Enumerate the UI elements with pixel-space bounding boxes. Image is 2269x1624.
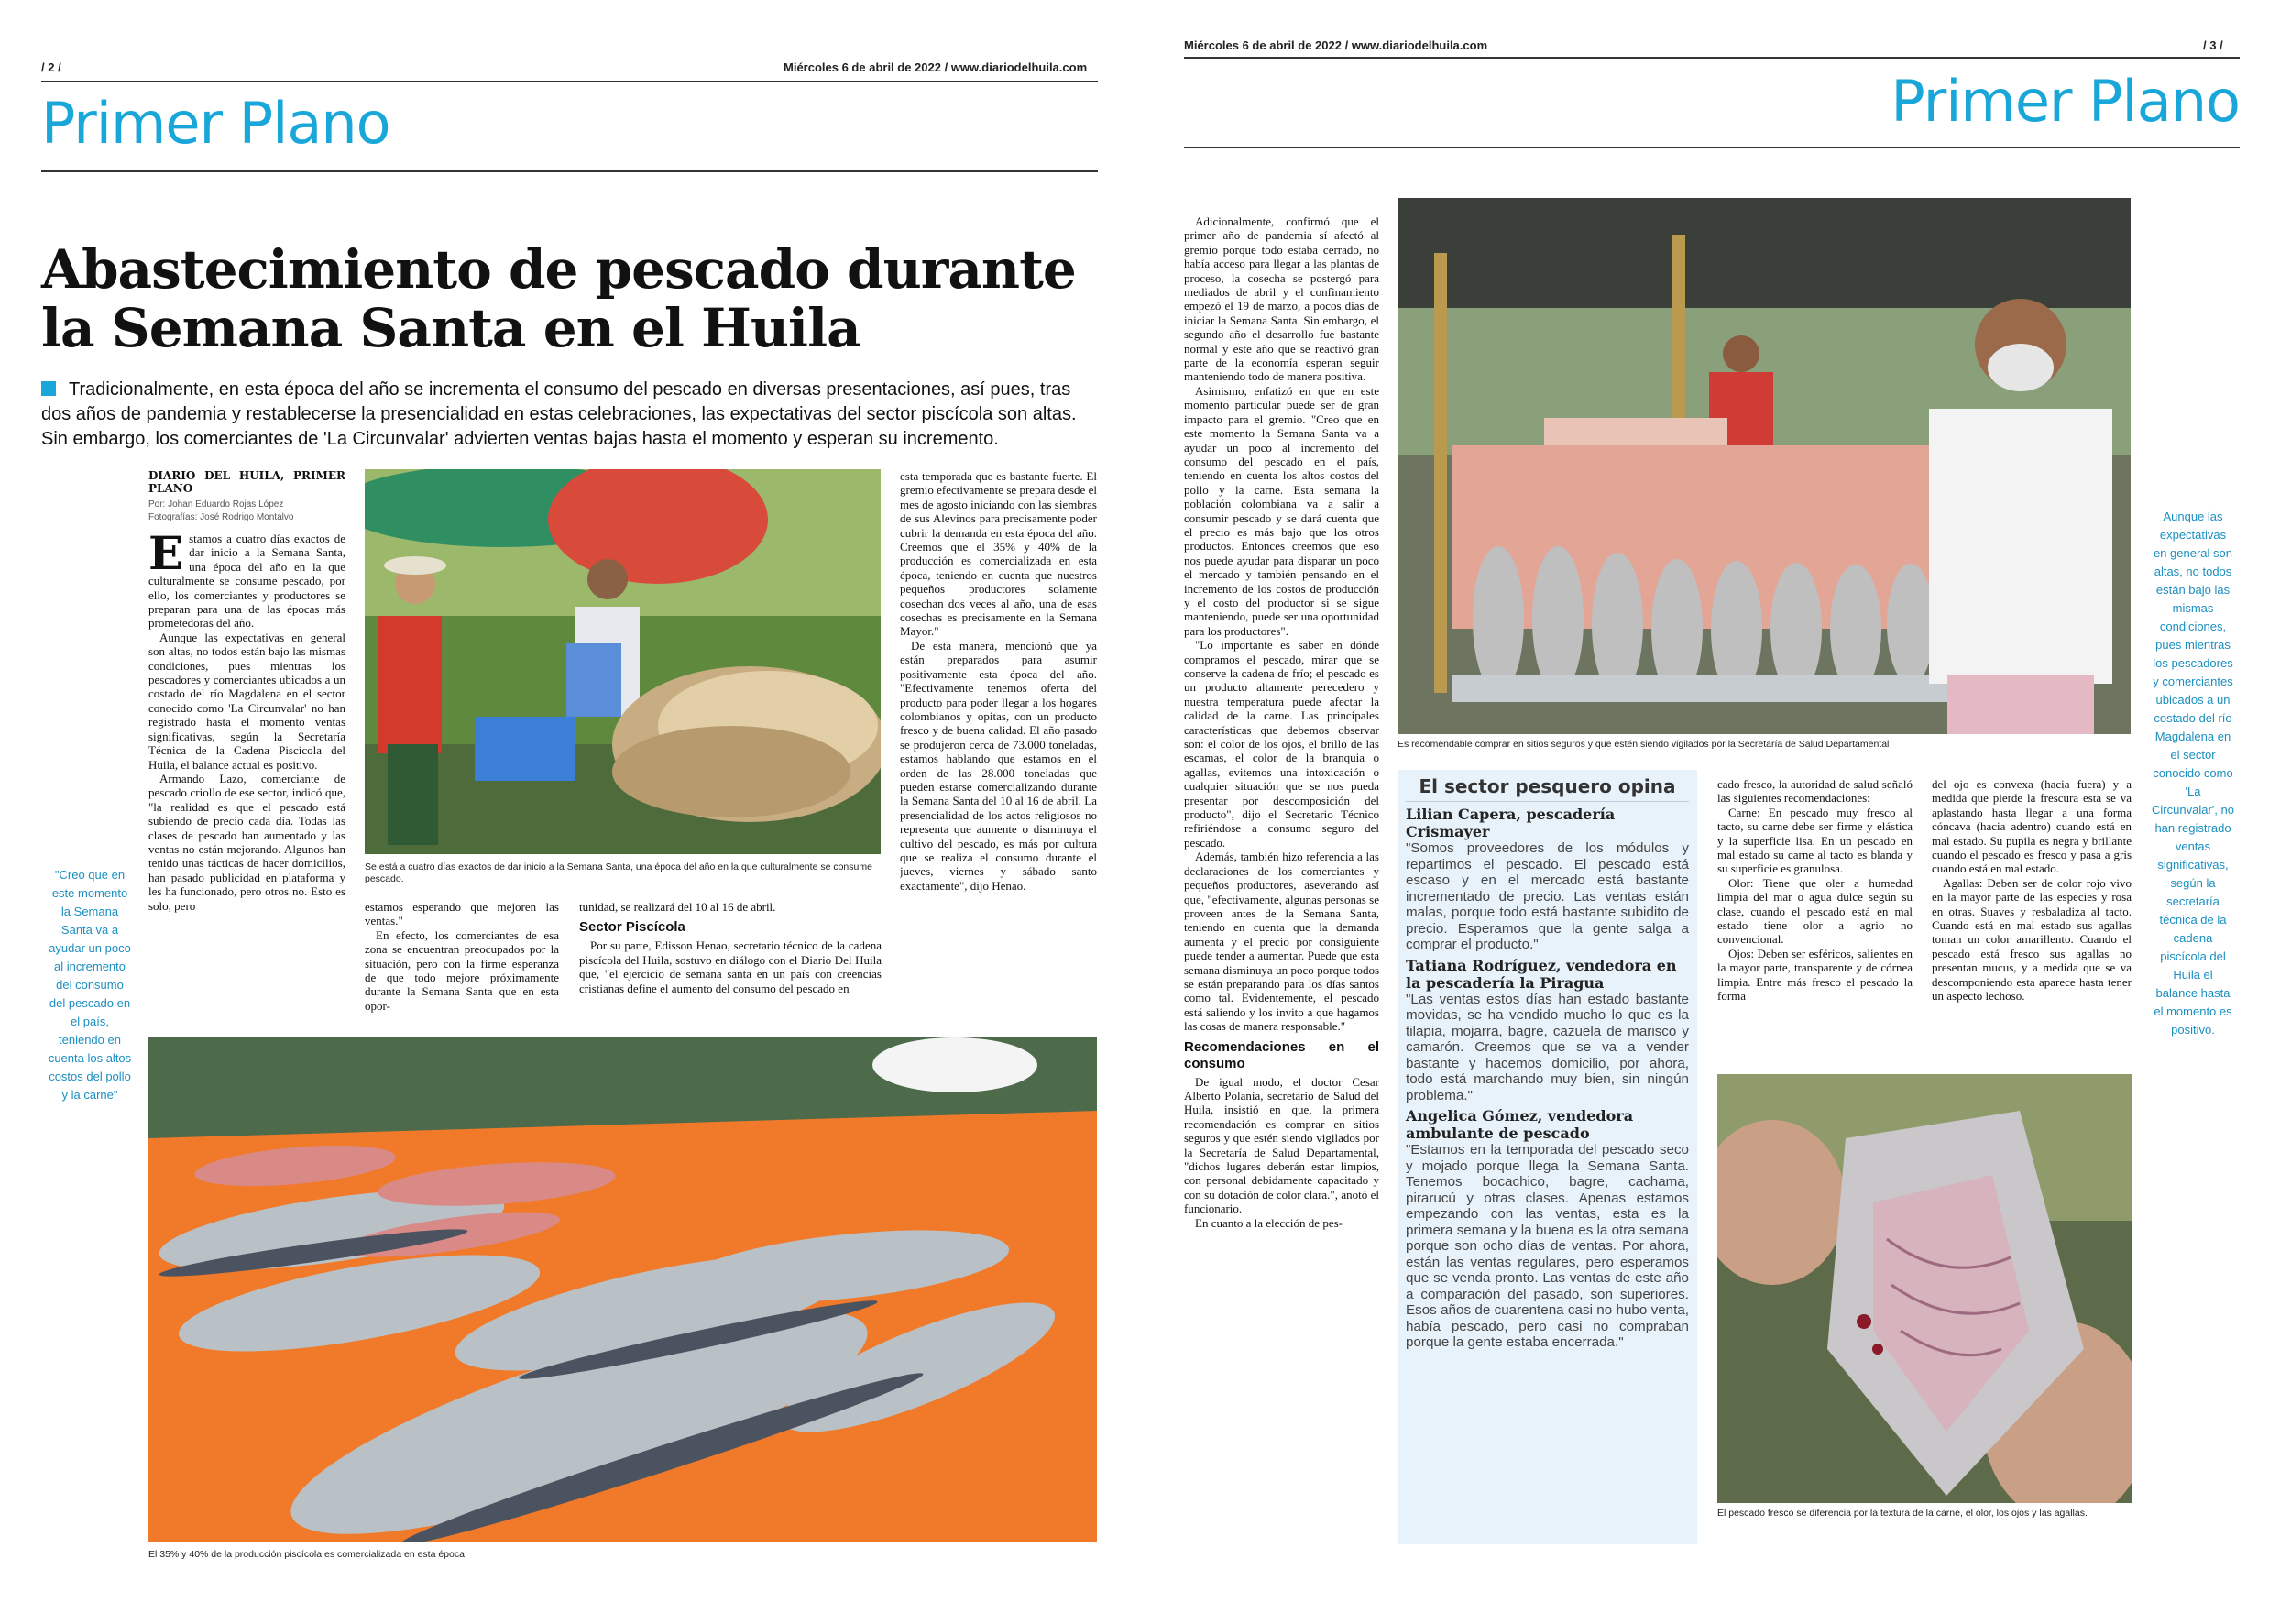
lede — [41, 378, 1095, 452]
lede-text: Tradicionalmente, en esta época del año se incrementa el consumo del pescado en diversas presentaciones, así pues, tras dos años de pandemia y restablecerse la presencialidad en estas celebraciones, las expectativas del sector piscícola son altas. Sin embargo, los comerciantes de 'La Circunvalar' advierten ventas bajas hasta el momento y esperan su incremento. — [41, 379, 1077, 449]
dateline: Miércoles 6 de abril de 2022 / www.diariodelhuila.com — [784, 60, 1088, 74]
photo-caption: El 35% y 40% de la producción piscícola es comercializada en esta época. — [148, 1549, 467, 1560]
paragraph: De igual modo, el doctor Cesar Alberto Polanía, secretario de Salud del Huila, insistió en que, la primera recomendación es comprar en sitios seguros y que estén siendo vigilados por la Secretaría de Salud Departamental, "dichos lugares deberán estar limpios, con personal debidamente capacitado y con su dotación de color clara.", anotó el funcionario. — [1184, 1074, 1379, 1216]
header-rule — [41, 81, 1098, 82]
paragraph: estamos esperando que mejoren las ventas." — [365, 900, 559, 928]
paragraph: del ojo es convexa (hacia fuera) y a medida que pierde la frescura esta se va aplastando hasta llegar a una forma cóncava (hacia adentro) cuando está en mal estado. Su pupila es negra y brillante cuando el pescado es fresco y pasa a gris cuando está en mal estado. — [1932, 777, 2132, 876]
sidebar-title: El sector pesquero opina — [1406, 770, 1689, 802]
opinion-sidebar — [1398, 770, 1697, 1544]
article-column-4 — [1932, 777, 2132, 1070]
paragraph: Asimismo, enfatizó en que en este momento particular puede ser de gran impacto para el gremio. "Creo que en este momento la Semana Santa va a ayudar un poco al incremento del consumo del pescado en el país, teniendo en cuenta los altos costos del pollo y la carne. Esta semana la población colombiana va a salir a consumir pescado y se dará cuenta que el precio es más bajo que los otros productos. Entonces creemos que eso nos puede ayudar para disparar un poco el mercado y también pensando en el incremento de los costos de producción y el costo del productor si se sigue manteniendo, puede ser una oportunidad para los productores". — [1184, 383, 1379, 638]
subhead: Sector Piscícola — [579, 919, 685, 936]
source-quote: "Estamos en la temporada del pescado seco y mojado porque llega la Semana Santa. Tenemos bocachico, bagre, cachama, pirarucú y otras clases. Apenas estamos empezando con las ventas, esta es la primera semana y la buena es la otra semana porque son ocho días de ventas. Por ahora, están las ventas regulares, pero esperamos que se venda pronto. Las ventas de este año a comparación del pasado, son superiores. Esos años de cuarentena casi no hubo venta, había pescado, pero casi no compraban porque la gente estaba encerrada." — [1406, 1142, 1689, 1350]
headline-line-2: la Semana Santa en el Huila — [41, 297, 860, 359]
paragraph: tunidad, se realizará del 10 al 16 de abril. — [579, 900, 776, 914]
pull-quote: Aunque las expectativas en general son altas, no todos están bajo las mismas condiciones, pues mientras los pescadores y comerciantes ubicados a un costado del río Magdalena en el sector conocido como 'La Circunvalar', no han registrado ventas significativas, según la secretaría técnica de la cadena piscícola del Huila el balance hasta el momento es positivo. — [2152, 510, 2234, 1037]
market-vendor-photo — [365, 469, 881, 854]
paragraph: Agallas: Deben ser de color rojo vivo en la mayor parte de las especies y rosa en otras. Suaves y resbaladiza al tacto. Cuando está en mal estado sus agallas toman un color amarillento. Cuando el pescado está fresco sus agallas no presentan mucus, y a medida que se va descomponiendo esta aparece hasta tener un aspecto lechoso. — [1932, 875, 2132, 1004]
article-column-2 — [365, 900, 559, 1024]
paragraph: Ojos: Deben ser esféricos, salientes en la mayor parte, transparente y de córnea limpia. Entre más fresco el pescado la forma — [1717, 946, 1913, 1004]
source-quote: "Las ventas estos días han estado bastante movidas, se ha vendido mucho lo que es la tilapia, mojarra, bagre, cazuela de marisco y camarón. Creemos que se va a vender bastante y hacemos domicilio, por ahora, todo está marchando muy bien, sin ningún problema." — [1406, 991, 1689, 1103]
photo-caption: Es recomendable comprar en sitios seguros y que estén siendo vigilados por la Secretaría de Salud Departamental — [1398, 739, 1890, 750]
paragraph: esta temporada que es bastante fuerte. El gremio efectivamente se prepara desde el mes de agosto iniciando con las siembras de sus Alevinos para precisamente poder cubrir la demanda en esta época del año. Creemos que el 35% y 40% de la producción es comercializada en esta época, teniendo en cuenta que nuestros pequeños productores solamente cosechan dos veces al año, una de esas cosechas es precisamente en la Semana Mayor." — [900, 469, 1097, 639]
paragraph: Además, también hizo referencia a las declaraciones de los comerciantes y pequeños productores, aseverando así que, "efectivamente, algunas personas se proveen antes de la Semana Santa, teniendo en cuenta que la demanda aumenta y el precio por consiguiente puede tender a aumentar. Puede que esta semana disminuya un poco porque todos se están preparando para los días santos como tal. Evidentemente, el pescado está saliendo y los invito a que hagamos las cosas de manera responsable." — [1184, 850, 1379, 1034]
paragraph: Armando Lazo, comerciante de pescado criollo de ese sector, indicó que, "la realidad es que el pescado está subiendo de precio cada día. Todas las clases de pescado han aumentado y las ventas no están mejorando. Algunos han tenido unas tácticas de hacer domicilios, han pasado publicidad en plataforma y les ha funcionado, pero otros no. Esto es solo, pero — [148, 771, 345, 913]
source-name: Lilian Capera, pescadería Crismayer — [1406, 806, 1616, 840]
article-column-3 — [579, 900, 882, 1024]
paragraph: Olor: Tiene que oler a humedad limpia del mar o agua dulce según su clase, cuando el pescado está en mal estado tiene olor a agrio no convencional. — [1717, 875, 1913, 947]
paragraph: Aunque las expectativas en general son altas, no todos están bajo las mismas condiciones, pues mientras los pescadores y comerciantes ubicados a un costado del río Magdalena en el sector conocido como 'La Circunvalar' no han registrado hasta el momento ventas significativas, según la Secretaría Técnica de la Cadena Piscícola del Huila, el balance actual es positivo. — [148, 630, 345, 772]
header-rule — [1184, 57, 2240, 59]
photo-caption: Se está a cuatro días exactos de dar inicio a la Semana Santa, una época del año en la que culturalmente se consume pescado. — [365, 861, 872, 884]
section-title: Primer Plano — [1891, 68, 2240, 135]
paragraph: De esta manera, mencionó que ya están preparados para asumir positivamente esta época del año. "Efectivamente tenemos oferta del producto para poder llegar a los hogares colombianos y opitas, con un producto fresco y de buena calidad. El año pasado se produjeron cerca de 73.000 toneladas, estamos hablando que estamos en el orden de las 28.000 toneladas que pueden estarse comercializando durante la Semana Santa del 10 al 16 de abril. La presencialidad de los actos religiosos no representa que aumente o disminuya el cultivo del pescado, es más por cultura que se realiza el consumo durante el jueves, viernes y sábado santo exactamente", dijo Henao. — [900, 638, 1097, 893]
article-column-1 — [148, 469, 345, 1037]
fish-stall-photo — [1398, 198, 2131, 734]
paragraph: En cuanto a la elección de pes- — [1195, 1215, 1343, 1230]
square-bullet-icon — [41, 381, 56, 396]
article-column-1 — [1184, 214, 1379, 1543]
fish-table-photo — [148, 1037, 1097, 1542]
section-rule — [1184, 147, 2240, 148]
fish-gills-photo — [1717, 1074, 2132, 1503]
source-name: Tatiana Rodríguez, vendedora en la pescadería la Piragua — [1406, 956, 1677, 992]
drop-cap: E — [148, 526, 184, 580]
article-column-3 — [1717, 777, 1913, 1070]
source-name: Angelica Gómez, vendedora ambulante de pescado — [1406, 1107, 1634, 1142]
paragraph: En efecto, los comerciantes de esa zona se encuentran preocupados por la situación, pero con la firme esperanza de que todo mejore próximamente durante la Semana Santa que en esta opor- — [365, 927, 559, 1013]
paragraph: stamos a cuatro días exactos de dar inicio a la Semana Santa, una época del año en la que culturalmente se consume pescado, por ello, los comerciantes y productores se preparan para una de las épocas más prometedoras del año. — [148, 532, 345, 631]
page-number: / 3 / — [2203, 38, 2223, 52]
source-quote: "Somos proveedores de los módulos y repartimos el pescado. El pescado está escaso y en el mercado está bastante incrementado de precio. Las ventas están malas, porque todo está bastante subidito de precio. Esperamos que la gente salga a comprar el producto." — [1406, 840, 1689, 952]
headline-line-1: Abastecimiento de pescado durante — [41, 238, 1076, 301]
dateline: Miércoles 6 de abril de 2022 / www.diariodelhuila.com — [1184, 38, 1488, 52]
paragraph: Por su parte, Edisson Henao, secretario técnico de la cadena piscícola del Huila, sostuvo en diálogo con el Diario Del Huila que, "el ejercicio de semana santa en un país con creencias cristianas define el aumento del consumo del pescado en — [579, 938, 882, 995]
paragraph: "Lo importante es saber en dónde compramos el pescado, mirar que se conserve la cadena de frío; el pescado es un producto altamente perecedero y nuestra temperatura puede afectar la calidad de la carne. Las principales características que debemos observar son: el color de los ojos, el brillo de las escamas, el color de la branquia o agallas, evitemos una intoxicación o cualquier situación que se nos pueda presentar por descomposición del producto", dijo el Secretario Técnico refiriéndose a consumo seguro del pescado. — [1184, 638, 1379, 850]
section-title: Primer Plano — [41, 90, 390, 157]
paragraph: cado fresco, la autoridad de salud señaló las siguientes recomendaciones: — [1717, 777, 1913, 806]
paragraph: Adicionalmente, confirmó que el primer año de pandemia sí afectó al gremio porque todo estaba cerrado, no había acceso para llegar a las plantas de proceso, la cosecha se postergó para mediados de abril y el confinamiento empezó el 19 de marzo, a pocos días de iniciar la Semana Santa. Sin embargo, el segundo año el desarrollo fue bastante normal y este año que se reactivó gran parte de la economía esperan seguir manteniendo todo de manera positiva. — [1184, 214, 1379, 384]
subhead: Recomendaciones en el consumo — [1184, 1038, 1379, 1071]
article-column-4 — [900, 469, 1097, 1024]
kicker: DIARIO DEL HUILA, PRIMER PLANO — [148, 469, 345, 495]
byline-author: Por: Johan Eduardo Rojas López — [148, 499, 284, 510]
paragraph: Carne: En pescado muy fresco al tacto, su carne debe ser firme y elástica y la superficie lisa. En un pescado en mal estado su carne al tacto es blanda y su superficie es granulosa. — [1717, 805, 1913, 876]
headline — [41, 240, 1095, 357]
byline-photos: Fotografías: José Rodrigo Montalvo — [148, 512, 294, 522]
section-rule — [41, 170, 1098, 172]
page-number: / 2 / — [41, 60, 61, 74]
photo-caption: El pescado fresco se diferencia por la textura de la carne, el olor, los ojos y las agallas. — [1717, 1508, 2088, 1519]
pull-quote: "Creo que en este momento la Semana Santa va a ayudar un poco al incremento del consumo del pescado en el país, teniendo en cuenta los altos costos del pollo y la carne" — [48, 868, 132, 1102]
